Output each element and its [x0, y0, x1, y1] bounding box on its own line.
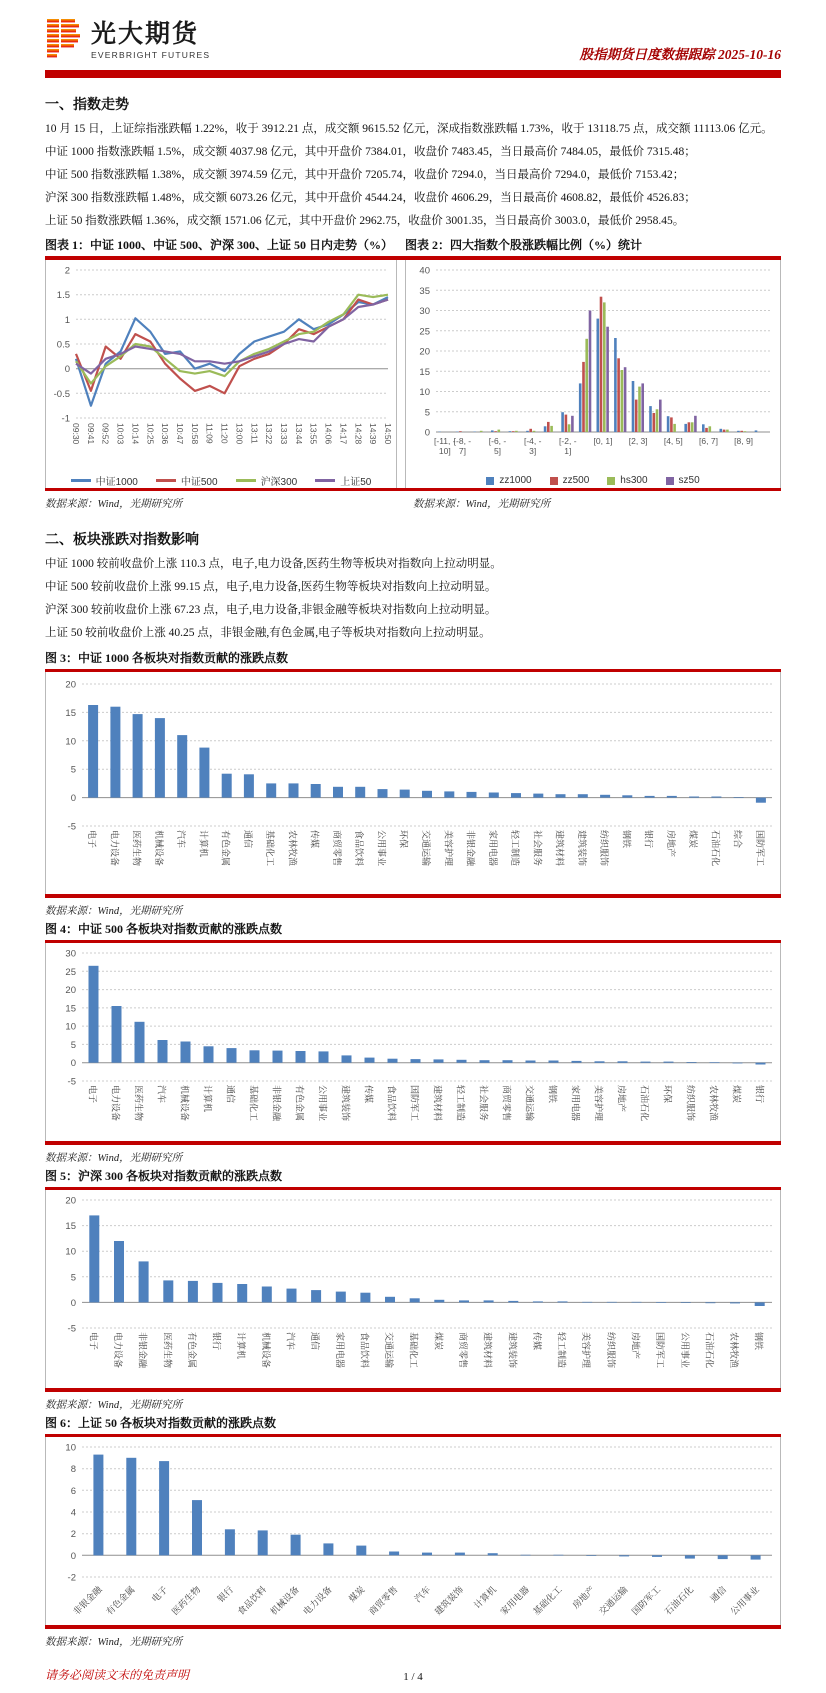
svg-text:35: 35 — [419, 285, 430, 297]
svg-text:石油石化: 石油石化 — [639, 1085, 650, 1122]
figure4-block — [45, 920, 781, 1167]
svg-text:14:17: 14:17 — [338, 422, 349, 445]
svg-text:电力设备: 电力设备 — [113, 1332, 123, 1369]
svg-text:公用事业: 公用事业 — [679, 1332, 690, 1369]
svg-text:10:03: 10:03 — [115, 422, 126, 445]
svg-text:农林牧渔: 农林牧渔 — [729, 1332, 739, 1369]
everbright-logo — [45, 16, 210, 65]
paragraph: 中证 500 较前收盘价上涨 99.15 点，电子,电力设备,医药生物等板块对指数向上拉动明显。 — [45, 581, 497, 594]
svg-text:1: 1 — [64, 314, 70, 326]
svg-text:农林牧渔: 农林牧渔 — [287, 830, 298, 867]
svg-text:钢铁: 钢铁 — [547, 1085, 558, 1104]
svg-text:[-4, -3]: [-4, -3] — [523, 435, 542, 456]
svg-text:国防军工: 国防军工 — [629, 1584, 663, 1618]
svg-text:6: 6 — [70, 1486, 76, 1498]
svg-text:商贸零售: 商贸零售 — [366, 1584, 400, 1618]
svg-text:-2: -2 — [67, 1572, 76, 1584]
svg-text:14:39: 14:39 — [368, 422, 379, 445]
fig1-svg — [46, 260, 396, 464]
paragraph: 中证 500 指数涨跌幅 1.38%，成交额 3974.59 亿元，其中开盘价 7205.74，收盘价 7294.0，当日最高价 7294.0，最低价 7153.42； — [45, 168, 685, 181]
svg-text:通信: 通信 — [708, 1584, 729, 1605]
svg-text:电子: 电子 — [88, 1332, 99, 1351]
source-note: 数据来源：Wind，光期研究所 — [45, 1636, 183, 1648]
svg-text:计算机: 计算机 — [236, 1332, 247, 1360]
logo-en-text: EVERBRIGHT FUTURES — [91, 49, 211, 60]
svg-text:10:58: 10:58 — [189, 422, 200, 445]
svg-text:09:30: 09:30 — [71, 422, 81, 445]
svg-text:4: 4 — [70, 1507, 76, 1519]
svg-text:房地产: 房地产 — [665, 830, 676, 858]
svg-text:11:09: 11:09 — [204, 422, 215, 444]
svg-text:1.5: 1.5 — [56, 290, 70, 302]
figure3-block — [45, 649, 781, 920]
svg-text:汽车: 汽车 — [156, 1085, 167, 1104]
svg-text:非银金融: 非银金融 — [71, 1584, 104, 1618]
svg-text:家用电器: 家用电器 — [487, 830, 498, 867]
svg-text:建筑装饰: 建筑装饰 — [507, 1332, 518, 1369]
svg-text:20: 20 — [65, 985, 76, 997]
svg-text:轻工制造: 轻工制造 — [455, 1085, 466, 1122]
svg-text:通信: 通信 — [242, 830, 253, 849]
svg-text:机械设备: 机械设备 — [153, 830, 164, 867]
fig1-legend — [46, 469, 396, 493]
figure6-title: 图 6：上证 50 各板块对指数贡献的涨跌点数 — [45, 1415, 277, 1430]
figure1-chart — [45, 260, 397, 488]
svg-text:石油石化: 石油石化 — [710, 830, 721, 867]
svg-text:综合: 综合 — [732, 830, 743, 849]
legend-item: 中证500 — [156, 473, 218, 488]
svg-text:家用电器: 家用电器 — [498, 1584, 532, 1618]
logo-cn-text: 光大期货 — [91, 19, 200, 48]
figure5-block — [45, 1167, 781, 1414]
svg-text:15: 15 — [65, 708, 76, 720]
svg-text:计算机: 计算机 — [471, 1584, 499, 1611]
svg-text:公用事业: 公用事业 — [317, 1085, 328, 1122]
svg-text:国防军工: 国防军工 — [754, 830, 765, 867]
svg-text:10: 10 — [65, 1247, 76, 1259]
svg-text:14:28: 14:28 — [353, 422, 364, 445]
svg-text:20: 20 — [419, 346, 430, 358]
paragraph: 中证 1000 指数涨跌幅 1.5%，成交额 4037.98 亿元，其中开盘价 7384.01，收盘价 7483.45，当日最高价 7484.05，最低价 7315.48； — [45, 145, 696, 158]
svg-text:医药生物: 医药生物 — [162, 1332, 173, 1369]
svg-text:商贸零售: 商贸零售 — [458, 1332, 468, 1369]
svg-text:煤炭: 煤炭 — [688, 830, 699, 849]
svg-text:纺织服饰: 纺织服饰 — [605, 1332, 616, 1369]
figure6-chart — [45, 1437, 781, 1625]
legend-item: 中证1000 — [71, 473, 138, 488]
svg-text:[-11, -10]: [-11, -10] — [434, 435, 456, 456]
fig3-svg — [46, 672, 780, 894]
svg-text:房地产: 房地产 — [616, 1085, 627, 1113]
figure2-chart — [405, 260, 781, 488]
header-red-bar — [45, 70, 781, 78]
svg-text:建筑材料: 建筑材料 — [432, 1085, 443, 1122]
svg-text:纺织服饰: 纺织服饰 — [599, 830, 610, 867]
svg-text:10:36: 10:36 — [160, 422, 171, 445]
svg-text:环保: 环保 — [398, 830, 409, 849]
svg-text:-5: -5 — [67, 1076, 76, 1088]
svg-text:[8, 9]: [8, 9] — [734, 435, 754, 446]
svg-text:10: 10 — [65, 736, 76, 748]
svg-text:银行: 银行 — [215, 1584, 236, 1605]
svg-text:20: 20 — [65, 679, 76, 691]
disclaimer-text: 请务必阅读文末的免责声明 — [45, 1668, 190, 1682]
svg-text:基础化工: 基础化工 — [408, 1332, 419, 1369]
svg-text:基础化工: 基础化工 — [265, 830, 276, 867]
svg-text:交通运输: 交通运输 — [524, 1085, 535, 1122]
svg-text:电子: 电子 — [87, 830, 98, 849]
svg-text:0: 0 — [64, 364, 70, 376]
svg-text:电子: 电子 — [149, 1584, 170, 1605]
svg-text:交通运输: 交通运输 — [384, 1332, 394, 1369]
svg-text:房地产: 房地产 — [570, 1584, 597, 1611]
svg-text:13:55: 13:55 — [308, 422, 319, 445]
svg-text:汽车: 汽车 — [176, 830, 187, 849]
svg-text:[-2, -1]: [-2, -1] — [559, 435, 577, 456]
svg-text:商贸零售: 商贸零售 — [501, 1085, 512, 1122]
svg-text:5: 5 — [70, 1272, 76, 1284]
source-note: 数据来源：Wind，光期研究所 — [45, 1399, 183, 1411]
svg-text:25: 25 — [419, 326, 430, 338]
svg-text:机械设备: 机械设备 — [260, 1332, 271, 1369]
svg-text:银行: 银行 — [643, 830, 654, 849]
fig6-svg — [46, 1437, 780, 1625]
svg-text:交通运输: 交通运输 — [421, 830, 431, 867]
everbright-logo-icon — [45, 16, 83, 65]
svg-text:30: 30 — [419, 305, 430, 317]
svg-text:11:20: 11:20 — [219, 422, 230, 444]
svg-text:煤炭: 煤炭 — [433, 1332, 444, 1351]
legend-item: 上证50 — [315, 473, 371, 488]
svg-text:09:41: 09:41 — [85, 422, 96, 445]
fig2-svg — [406, 260, 780, 464]
svg-text:13:00: 13:00 — [234, 422, 245, 445]
svg-text:医药生物: 医药生物 — [131, 830, 142, 867]
legend-item: sz50 — [666, 475, 700, 486]
svg-text:40: 40 — [419, 265, 430, 277]
svg-text:石油石化: 石油石化 — [662, 1584, 696, 1618]
svg-text:13:44: 13:44 — [293, 422, 304, 445]
svg-text:环保: 环保 — [662, 1085, 673, 1104]
section1-heading: 一、指数走势 — [45, 98, 129, 113]
svg-text:家用电器: 家用电器 — [334, 1332, 345, 1369]
svg-text:交通运输: 交通运输 — [596, 1584, 630, 1618]
svg-text:食品饮料: 食品饮料 — [235, 1584, 269, 1618]
svg-text:[-8, -7]: [-8, -7] — [453, 435, 472, 456]
page-number: 1 / 4 — [403, 1670, 423, 1683]
svg-text:13:11: 13:11 — [249, 422, 260, 444]
svg-text:10: 10 — [419, 386, 430, 398]
fig2-legend — [406, 469, 780, 493]
svg-text:有色金属: 有色金属 — [186, 1332, 197, 1369]
source-note: 数据来源：Wind，光期研究所 — [45, 1152, 183, 1164]
svg-text:10: 10 — [65, 1021, 76, 1033]
svg-text:房地产: 房地产 — [630, 1332, 641, 1360]
legend-item: zz1000 — [486, 475, 531, 486]
paragraph: 10 月 15 日，上证综指涨跌幅 1.22%，收于 3912.21 点，成交额 9615.52 亿元，深成指数涨跌幅 1.73%，收于 13118.75 点，成交额 11113.06 亿元。 — [45, 123, 773, 135]
svg-text:建筑装饰: 建筑装饰 — [576, 830, 587, 867]
figure6-block — [45, 1414, 781, 1651]
paragraph: 沪深 300 指数涨跌幅 1.48%，成交额 6073.26 亿元，其中开盘价 4544.24，收盘价 4606.29，当日最高价 4608.82，最低价 4526.83； — [45, 191, 696, 204]
svg-text:-1: -1 — [61, 413, 70, 425]
legend-item: zz500 — [550, 475, 590, 486]
svg-text:[6, 7]: [6, 7] — [699, 435, 718, 446]
figure1-title: 图表 1：中证 1000、中证 500、沪深 300、上证 50 日内走势（%） — [45, 238, 394, 253]
section2-heading: 二、板块涨跌对指数影响 — [45, 533, 199, 549]
figure2-title: 图表 2：四大指数个股涨跌幅比例（%）统计 — [405, 238, 643, 253]
svg-text:银行: 银行 — [211, 1332, 222, 1351]
svg-text:10: 10 — [65, 1442, 76, 1454]
svg-text:家用电器: 家用电器 — [570, 1085, 581, 1122]
svg-text:国防军工: 国防军工 — [655, 1332, 666, 1369]
svg-text:基础化工: 基础化工 — [531, 1584, 564, 1618]
svg-text:煤炭: 煤炭 — [731, 1085, 742, 1104]
svg-text:电力设备: 电力设备 — [301, 1584, 334, 1618]
svg-text:机械设备: 机械设备 — [179, 1085, 190, 1122]
svg-text:非银金融: 非银金融 — [465, 830, 476, 867]
svg-text:[4, 5]: [4, 5] — [663, 435, 683, 446]
svg-text:非银金融: 非银金融 — [271, 1085, 282, 1122]
svg-text:0: 0 — [70, 1058, 76, 1070]
figure5-title: 图 5：沪深 300 各板块对指数贡献的涨跌点数 — [45, 1168, 283, 1183]
svg-text:5: 5 — [424, 407, 430, 419]
svg-text:美容护理: 美容护理 — [443, 830, 454, 867]
svg-text:[0, 1]: [0, 1] — [593, 435, 613, 446]
svg-text:-0.5: -0.5 — [53, 388, 70, 400]
svg-text:-5: -5 — [67, 1323, 76, 1335]
svg-text:25: 25 — [65, 967, 76, 979]
svg-text:8: 8 — [70, 1464, 76, 1476]
svg-text:0.5: 0.5 — [56, 339, 70, 351]
svg-text:10:47: 10:47 — [175, 422, 185, 445]
svg-text:轻工制造: 轻工制造 — [510, 830, 520, 867]
svg-text:建筑材料: 建筑材料 — [482, 1332, 493, 1369]
svg-text:0: 0 — [70, 1551, 76, 1563]
svg-text:轻工制造: 轻工制造 — [556, 1332, 567, 1369]
svg-text:14:06: 14:06 — [323, 422, 334, 445]
svg-text:09:52: 09:52 — [100, 422, 111, 445]
svg-text:食品饮料: 食品饮料 — [359, 1332, 370, 1369]
svg-text:13:22: 13:22 — [264, 422, 275, 445]
svg-text:有色金属: 有色金属 — [220, 830, 231, 867]
svg-text:社会服务: 社会服务 — [478, 1085, 489, 1122]
figure3-title: 图 3：中证 1000 各板块对指数贡献的涨跌点数 — [45, 650, 289, 665]
fig5-svg — [46, 1190, 780, 1388]
svg-text:银行: 银行 — [754, 1085, 765, 1104]
figure4-chart — [45, 943, 781, 1141]
paragraph: 中证 1000 较前收盘价上涨 110.3 点，电子,电力设备,医药生物等板块对指数向上拉动明显。 — [45, 558, 502, 571]
legend-item: 沪深300 — [236, 473, 298, 488]
svg-text:食品饮料: 食品饮料 — [354, 830, 365, 867]
svg-text:电子: 电子 — [87, 1085, 98, 1104]
svg-text:10:14: 10:14 — [130, 422, 141, 445]
svg-text:建筑装饰: 建筑装饰 — [432, 1584, 466, 1618]
svg-text:美容护理: 美容护理 — [593, 1085, 604, 1122]
figure4-title: 图 4：中证 500 各板块对指数贡献的涨跌点数 — [45, 921, 283, 936]
svg-text:[2, 3]: [2, 3] — [628, 435, 648, 446]
svg-text:2: 2 — [64, 265, 70, 277]
svg-text:0: 0 — [70, 793, 76, 805]
svg-text:计算机: 计算机 — [202, 1085, 213, 1113]
svg-text:纺织服饰: 纺织服饰 — [685, 1085, 696, 1122]
header — [45, 0, 781, 65]
svg-text:有色金属: 有色金属 — [104, 1584, 137, 1618]
svg-text:10:25: 10:25 — [145, 422, 156, 445]
figures-1-2-block — [45, 236, 781, 513]
svg-text:传媒: 传媒 — [363, 1085, 374, 1104]
svg-text:建筑材料: 建筑材料 — [554, 830, 565, 867]
svg-text:电力设备: 电力设备 — [109, 830, 120, 867]
figure3-chart — [45, 672, 781, 894]
svg-text:15: 15 — [65, 1003, 76, 1015]
svg-text:传媒: 传媒 — [309, 830, 320, 849]
svg-text:传媒: 传媒 — [531, 1332, 542, 1351]
paragraph: 沪深 300 较前收盘价上涨 67.23 点，电子,电力设备,非银金融等板块对指数向上拉动明显。 — [45, 604, 497, 617]
svg-text:13:33: 13:33 — [279, 422, 289, 445]
svg-text:钢铁: 钢铁 — [621, 830, 632, 849]
svg-text:计算机: 计算机 — [198, 830, 209, 858]
svg-text:公用事业: 公用事业 — [376, 830, 387, 867]
svg-text:5: 5 — [70, 765, 76, 777]
svg-text:电力设备: 电力设备 — [110, 1085, 121, 1122]
svg-text:石油石化: 石油石化 — [704, 1332, 715, 1369]
svg-text:通信: 通信 — [310, 1332, 321, 1351]
paragraph: 上证 50 较前收盘价上涨 40.25 点，非银金融,有色金属,电子等板块对指数向上拉动明显。 — [45, 627, 491, 639]
svg-text:30: 30 — [65, 948, 76, 960]
source-note: 数据来源：Wind，光期研究所 — [413, 499, 551, 511]
svg-text:社会服务: 社会服务 — [532, 830, 543, 867]
svg-text:0: 0 — [70, 1298, 76, 1310]
source-note: 数据来源：Wind，光期研究所 — [45, 905, 183, 917]
svg-text:基础化工: 基础化工 — [248, 1085, 259, 1122]
svg-text:15: 15 — [65, 1221, 76, 1233]
svg-text:非银金融: 非银金融 — [137, 1332, 148, 1369]
svg-text:医药生物: 医药生物 — [133, 1085, 144, 1122]
paragraph: 上证 50 指数涨跌幅 1.36%，成交额 1571.06 亿元，其中开盘价 2962.75，收盘价 3001.35，当日最高价 3003.0，最低价 2958.45。 — [45, 214, 685, 227]
svg-text:食品饮料: 食品饮料 — [386, 1085, 397, 1122]
fig4-svg — [46, 943, 780, 1141]
figure5-chart — [45, 1190, 781, 1388]
svg-text:汽车: 汽车 — [285, 1332, 296, 1351]
legend-item: hs300 — [607, 475, 647, 486]
svg-text:14:50: 14:50 — [383, 422, 393, 445]
source-note: 数据来源：Wind，光期研究所 — [45, 499, 183, 511]
svg-text:0: 0 — [424, 427, 430, 439]
svg-text:医药生物: 医药生物 — [169, 1584, 203, 1618]
svg-text:国防军工: 国防军工 — [409, 1085, 420, 1122]
svg-text:通信: 通信 — [225, 1085, 236, 1104]
svg-text:有色金属: 有色金属 — [294, 1085, 305, 1122]
report-title: 股指期货日度数据跟踪 2025-10-16 — [579, 47, 781, 62]
svg-text:2: 2 — [70, 1529, 76, 1541]
svg-text:农林牧渔: 农林牧渔 — [708, 1085, 719, 1122]
svg-text:建筑装饰: 建筑装饰 — [340, 1085, 351, 1122]
svg-text:20: 20 — [65, 1195, 76, 1207]
svg-text:5: 5 — [70, 1040, 76, 1052]
svg-text:商贸零售: 商贸零售 — [332, 830, 342, 867]
svg-text:-5: -5 — [67, 821, 76, 833]
svg-text:15: 15 — [419, 366, 430, 378]
svg-text:[-6, -5]: [-6, -5] — [488, 435, 507, 456]
svg-text:钢铁: 钢铁 — [753, 1332, 764, 1351]
svg-text:公用事业: 公用事业 — [728, 1584, 762, 1618]
svg-text:汽车: 汽车 — [412, 1584, 433, 1605]
svg-text:煤炭: 煤炭 — [346, 1584, 367, 1605]
svg-text:机械设备: 机械设备 — [268, 1584, 302, 1618]
svg-text:美容护理: 美容护理 — [581, 1332, 592, 1369]
